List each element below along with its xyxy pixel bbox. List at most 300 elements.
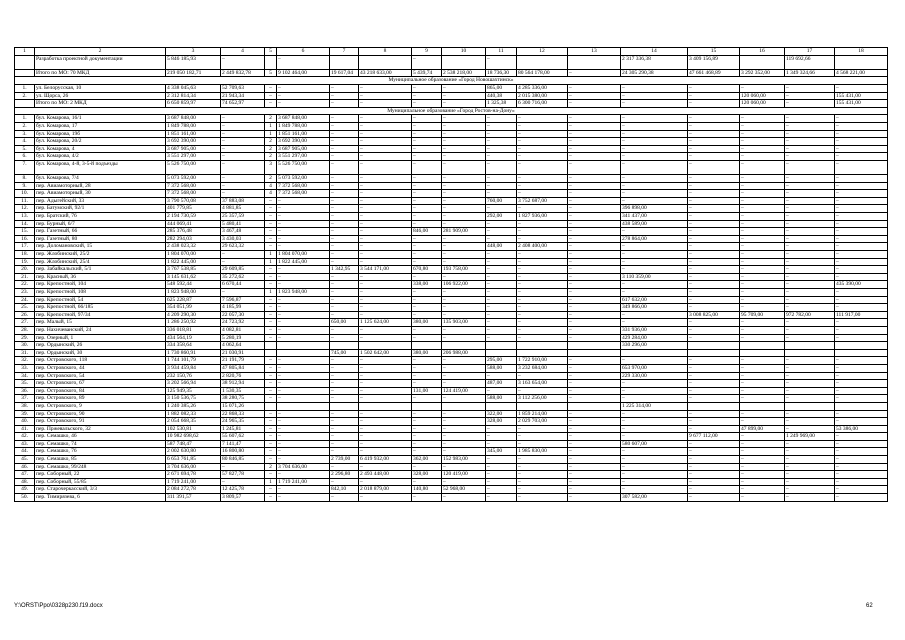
value-cell: – — [568, 334, 621, 342]
value-cell — [330, 402, 359, 410]
value-cell: – — [330, 182, 359, 190]
value-cell: 341 437,00 — [621, 213, 688, 221]
value-cell: – — [265, 387, 277, 395]
value-cell: 1 822 445,00 — [166, 258, 221, 266]
value-cell — [265, 349, 277, 357]
value-cell: 74 652,97 — [221, 100, 265, 108]
value-cell: – — [486, 486, 517, 494]
value-cell: 7 141,47 — [221, 440, 265, 448]
value-cell: 1 325,38 — [486, 100, 517, 108]
value-cell: 2 739,00 — [330, 456, 359, 464]
value-cell: – — [568, 243, 621, 251]
row-number-cell: 30. — [15, 342, 35, 350]
value-cell: – — [221, 122, 265, 130]
value-cell: – — [412, 190, 442, 198]
value-cell: 7 372 568,00 — [166, 182, 221, 190]
value-cell: – — [785, 100, 835, 108]
value-cell: – — [277, 296, 330, 304]
value-cell: – — [568, 145, 621, 153]
value-cell: – — [517, 258, 568, 266]
value-cell: 3 687 848,00 — [166, 115, 221, 123]
value-cell: – — [359, 364, 412, 372]
value-cell: – — [359, 84, 412, 92]
value-cell: – — [330, 395, 359, 403]
value-cell: – — [359, 235, 412, 243]
value-cell: – — [785, 115, 835, 123]
value-cell: 2 538 218,00 — [442, 69, 486, 77]
value-cell: – — [835, 433, 888, 441]
address-cell: пер. Забайкальский, 5/1 — [35, 266, 166, 274]
value-cell: – — [412, 213, 442, 221]
value-cell — [359, 342, 412, 350]
address-cell: пер. Доломановский, 15 — [35, 243, 166, 251]
value-cell: 1 249 969,00 — [785, 433, 835, 441]
table-row — [15, 357, 888, 365]
value-cell — [835, 342, 888, 350]
table-row — [15, 425, 888, 433]
table-row — [15, 130, 888, 138]
value-cell: – — [835, 494, 888, 502]
value-cell: – — [568, 160, 621, 174]
value-cell: – — [277, 387, 330, 395]
value-cell: – — [359, 334, 412, 342]
address-cell: пер. Нахичеванский, 24 — [35, 326, 166, 334]
value-cell: – — [412, 84, 442, 92]
value-cell: – — [412, 326, 442, 334]
value-cell: – — [412, 130, 442, 138]
value-cell: – — [359, 175, 412, 183]
value-cell: 7 372 568,00 — [277, 190, 330, 198]
value-cell: – — [517, 153, 568, 161]
value-cell: – — [359, 425, 412, 433]
column-number-cell: 4 — [221, 48, 265, 56]
value-cell: – — [688, 289, 740, 297]
value-cell: – — [688, 478, 740, 486]
value-cell: 444 069,41 — [166, 220, 221, 228]
value-cell: – — [486, 478, 517, 486]
value-cell: – — [740, 364, 785, 372]
value-cell: 2 449 832,78 — [221, 69, 265, 77]
value-cell: – — [835, 364, 888, 372]
value-cell: – — [835, 266, 888, 274]
value-cell: – — [221, 478, 265, 486]
value-cell: – — [835, 190, 888, 198]
value-cell: 2 — [265, 175, 277, 183]
value-cell — [486, 349, 517, 357]
address-cell: пер. Озерный, 1 — [35, 334, 166, 342]
value-cell: – — [412, 418, 442, 426]
value-cell: – — [517, 205, 568, 213]
value-cell: 2 671 694,78 — [166, 471, 221, 479]
value-cell: – — [330, 130, 359, 138]
value-cell: 1 882 082,33 — [166, 410, 221, 418]
value-cell: – — [740, 228, 785, 236]
value-cell: – — [688, 153, 740, 161]
value-cell: – — [621, 486, 688, 494]
row-number-cell: 6. — [15, 153, 35, 161]
value-cell: 3 687 905,00 — [277, 145, 330, 153]
address-cell: пер. Крепостной, 97/34 — [35, 311, 166, 319]
value-cell: – — [277, 197, 330, 205]
row-number-cell: 35. — [15, 380, 35, 388]
value-cell: 380,00 — [412, 319, 442, 327]
value-cell: – — [740, 372, 785, 380]
value-cell: 102 530,81 — [166, 425, 221, 433]
value-cell: – — [486, 115, 517, 123]
capital-repair-table — [14, 47, 888, 502]
value-cell: – — [265, 380, 277, 388]
value-cell: – — [330, 122, 359, 130]
value-cell: – — [785, 205, 835, 213]
value-cell — [688, 349, 740, 357]
value-cell: – — [568, 266, 621, 274]
value-cell: 120 060,00 — [740, 100, 785, 108]
value-cell: 2 312 814,34 — [166, 92, 221, 100]
row-number-cell: 50. — [15, 494, 35, 502]
table-row — [15, 55, 888, 69]
value-cell: – — [265, 486, 277, 494]
value-cell: – — [568, 115, 621, 123]
value-cell: – — [785, 471, 835, 479]
value-cell: – — [785, 478, 835, 486]
value-cell: – — [442, 357, 486, 365]
column-number-cell: 1 — [15, 48, 35, 56]
value-cell — [740, 349, 785, 357]
address-cell: пер. Крепостной, 66/185 — [35, 304, 166, 312]
value-cell: 3 409 156,89 — [688, 55, 740, 69]
value-cell: – — [517, 138, 568, 146]
value-cell: – — [442, 182, 486, 190]
value-cell: 3 110 359,00 — [621, 273, 688, 281]
value-cell: – — [785, 456, 835, 464]
value-cell: – — [621, 228, 688, 236]
value-cell: – — [486, 258, 517, 266]
value-cell: – — [277, 84, 330, 92]
value-cell: – — [277, 410, 330, 418]
value-cell: – — [486, 175, 517, 183]
value-cell: – — [621, 311, 688, 319]
value-cell: – — [621, 160, 688, 174]
table-row — [15, 418, 888, 426]
value-cell: – — [221, 138, 265, 146]
value-cell: – — [568, 433, 621, 441]
value-cell: 846,00 — [412, 228, 442, 236]
address-cell: пер. Островского, 91 — [35, 418, 166, 426]
value-cell: – — [688, 304, 740, 312]
value-cell: – — [688, 205, 740, 213]
address-cell: пер. Малый, 15 — [35, 319, 166, 327]
value-cell: – — [568, 440, 621, 448]
row-number-cell: 21. — [15, 273, 35, 281]
value-cell: – — [621, 387, 688, 395]
value-cell: – — [265, 433, 277, 441]
value-cell: – — [740, 197, 785, 205]
value-cell: – — [277, 326, 330, 334]
value-cell: 2 296,80 — [330, 471, 359, 479]
address-cell: пер. Крепостной, 54 — [35, 296, 166, 304]
value-cell: – — [412, 138, 442, 146]
value-cell: – — [486, 289, 517, 297]
value-cell: 19 617,04 — [330, 69, 359, 77]
address-cell: пер. Семашко, 99/248 — [35, 463, 166, 471]
table-row — [15, 402, 888, 410]
column-number-cell: 3 — [166, 48, 221, 56]
value-cell: 24 305 290,38 — [621, 69, 688, 77]
value-cell: – — [688, 395, 740, 403]
value-cell: 3 544 171,00 — [359, 266, 412, 274]
value-cell: – — [221, 190, 265, 198]
value-cell — [785, 349, 835, 357]
value-cell: – — [688, 471, 740, 479]
table-row — [15, 364, 888, 372]
value-cell: – — [688, 372, 740, 380]
value-cell: – — [277, 243, 330, 251]
address-cell: пер. Красный, 36 — [35, 273, 166, 281]
value-cell: – — [835, 175, 888, 183]
value-cell: – — [486, 425, 517, 433]
value-cell: 1 719 241,00 — [166, 478, 221, 486]
value-cell: – — [517, 145, 568, 153]
value-cell — [568, 349, 621, 357]
value-cell: – — [688, 334, 740, 342]
value-cell: 18 736,30 — [486, 69, 517, 77]
value-cell: – — [688, 326, 740, 334]
column-number-cell: 11 — [486, 48, 517, 56]
value-cell: – — [688, 266, 740, 274]
value-cell: – — [330, 273, 359, 281]
value-cell: 5 073 592,00 — [277, 175, 330, 183]
value-cell: 5 — [265, 69, 277, 77]
value-cell: – — [277, 433, 330, 441]
value-cell: – — [568, 410, 621, 418]
row-number-cell: 19. — [15, 258, 35, 266]
value-cell: – — [277, 425, 330, 433]
value-cell: – — [568, 357, 621, 365]
value-cell: – — [265, 425, 277, 433]
value-cell: – — [330, 296, 359, 304]
value-cell: 5 480,41 — [221, 220, 265, 228]
value-cell: 1 985 830,00 — [517, 448, 568, 456]
address-cell: пер. Островского, 54 — [35, 372, 166, 380]
value-cell: 5 846 185,93 — [166, 55, 221, 69]
value-cell: – — [568, 220, 621, 228]
value-cell: – — [486, 296, 517, 304]
value-cell: – — [568, 418, 621, 426]
value-cell: – — [740, 84, 785, 92]
value-cell: – — [486, 138, 517, 146]
column-number-cell: 17 — [785, 48, 835, 56]
value-cell: – — [688, 92, 740, 100]
value-cell: – — [412, 182, 442, 190]
value-cell: – — [785, 326, 835, 334]
value-cell: – — [277, 471, 330, 479]
value-cell: 2 029 703,00 — [517, 418, 568, 426]
value-cell: – — [568, 92, 621, 100]
row-number-cell: 1. — [15, 84, 35, 92]
row-number-cell: 1. — [15, 115, 35, 123]
address-cell: пер. Островского, 89 — [35, 395, 166, 403]
value-cell: – — [412, 145, 442, 153]
value-cell: 152 983,00 — [442, 456, 486, 464]
table-row — [15, 304, 888, 312]
value-cell: – — [835, 289, 888, 297]
value-cell: – — [740, 418, 785, 426]
value-cell: 1 804 070,00 — [277, 251, 330, 259]
value-cell: – — [688, 145, 740, 153]
value-cell: – — [277, 273, 330, 281]
value-cell: – — [265, 471, 277, 479]
value-cell: – — [517, 326, 568, 334]
value-cell: 120 419,00 — [442, 471, 486, 479]
value-cell: – — [785, 220, 835, 228]
column-number-cell: 16 — [740, 48, 785, 56]
value-cell — [785, 402, 835, 410]
value-cell: 6 419 932,00 — [359, 456, 412, 464]
value-cell: – — [265, 372, 277, 380]
value-cell: – — [621, 100, 688, 108]
address-cell: Итого по МО: 2 МКД — [35, 100, 166, 108]
value-cell: – — [359, 251, 412, 259]
value-cell: 311 391,57 — [166, 494, 221, 502]
value-cell: – — [785, 289, 835, 297]
value-cell: – — [835, 213, 888, 221]
value-cell: 6 650 859,97 — [166, 100, 221, 108]
value-cell: – — [330, 160, 359, 174]
value-cell: – — [486, 235, 517, 243]
value-cell: – — [359, 433, 412, 441]
value-cell: – — [568, 130, 621, 138]
table-row — [15, 440, 888, 448]
value-cell: – — [568, 494, 621, 502]
value-cell — [835, 349, 888, 357]
table-row — [15, 463, 888, 471]
value-cell: – — [688, 456, 740, 464]
value-cell: – — [359, 197, 412, 205]
row-number-cell: 44. — [15, 448, 35, 456]
address-cell: пер. Крепостной, 104 — [35, 281, 166, 289]
value-cell — [517, 342, 568, 350]
value-cell: – — [517, 440, 568, 448]
value-cell: – — [835, 138, 888, 146]
value-cell: – — [442, 410, 486, 418]
value-cell: – — [412, 289, 442, 297]
value-cell: – — [688, 160, 740, 174]
value-cell: – — [568, 448, 621, 456]
value-cell: 334 358,64 — [166, 342, 221, 350]
value-cell: 9 102 464,00 — [277, 69, 330, 77]
address-cell: бул. Комарова, 4/2 — [35, 153, 166, 161]
value-cell: – — [412, 357, 442, 365]
value-cell: – — [330, 289, 359, 297]
table-row — [15, 387, 888, 395]
value-cell: – — [442, 258, 486, 266]
value-cell: – — [442, 220, 486, 228]
address-cell: пер. Ордынский, 26 — [35, 342, 166, 350]
value-cell: – — [835, 395, 888, 403]
value-cell: – — [265, 304, 277, 312]
value-cell: – — [412, 235, 442, 243]
value-cell: – — [330, 372, 359, 380]
value-cell: – — [785, 494, 835, 502]
table-row — [15, 380, 888, 388]
value-cell: 330 296,00 — [621, 342, 688, 350]
value-cell: – — [486, 440, 517, 448]
row-number-cell: 12. — [15, 205, 35, 213]
table-row — [15, 243, 888, 251]
value-cell: – — [442, 160, 486, 174]
value-cell: – — [486, 273, 517, 281]
value-cell: 52 709,63 — [221, 84, 265, 92]
value-cell: – — [442, 478, 486, 486]
value-cell: – — [265, 243, 277, 251]
value-cell: – — [568, 100, 621, 108]
value-cell: – — [359, 92, 412, 100]
value-cell: 2 015 380,00 — [517, 92, 568, 100]
value-cell: 3 809,57 — [221, 494, 265, 502]
row-number-cell: 41. — [15, 425, 35, 433]
value-cell: – — [740, 153, 785, 161]
value-cell — [568, 342, 621, 350]
value-cell — [835, 402, 888, 410]
value-cell: – — [740, 319, 785, 327]
value-cell: – — [740, 243, 785, 251]
value-cell: 55 607,62 — [221, 433, 265, 441]
value-cell: – — [568, 486, 621, 494]
value-cell: – — [265, 364, 277, 372]
value-cell: 1 — [265, 289, 277, 297]
value-cell: – — [330, 463, 359, 471]
row-number-cell: 13. — [15, 213, 35, 221]
value-cell: – — [785, 160, 835, 174]
value-cell: – — [442, 115, 486, 123]
value-cell: – — [277, 213, 330, 221]
value-cell: 43 218 633,00 — [359, 69, 412, 77]
value-cell — [835, 55, 888, 69]
value-cell: – — [221, 175, 265, 183]
value-cell: – — [442, 380, 486, 388]
value-cell: – — [621, 190, 688, 198]
value-cell: 588,00 — [486, 364, 517, 372]
value-cell: – — [517, 289, 568, 297]
value-cell: – — [621, 425, 688, 433]
value-cell: – — [442, 138, 486, 146]
value-cell: – — [835, 153, 888, 161]
table-row — [15, 289, 888, 297]
value-cell: – — [688, 380, 740, 388]
value-cell: – — [517, 463, 568, 471]
value-cell: – — [442, 100, 486, 108]
value-cell: – — [359, 478, 412, 486]
table-row — [15, 471, 888, 479]
value-cell: – — [835, 273, 888, 281]
value-cell: 3 551 297,00 — [277, 153, 330, 161]
value-cell: – — [359, 387, 412, 395]
value-cell: – — [277, 364, 330, 372]
value-cell: – — [359, 463, 412, 471]
value-cell: – — [621, 138, 688, 146]
column-number-cell: 6 — [277, 48, 330, 56]
value-cell: – — [688, 115, 740, 123]
address-cell: бул. Комарова, 7/4 — [35, 175, 166, 183]
value-cell: – — [688, 296, 740, 304]
value-cell: – — [835, 243, 888, 251]
column-number-cell: 9 — [412, 48, 442, 56]
column-number-cell: 12 — [517, 48, 568, 56]
value-cell: 362,00 — [412, 456, 442, 464]
value-cell: – — [621, 115, 688, 123]
value-cell: 1 719 241,00 — [277, 478, 330, 486]
table-row — [15, 175, 888, 183]
